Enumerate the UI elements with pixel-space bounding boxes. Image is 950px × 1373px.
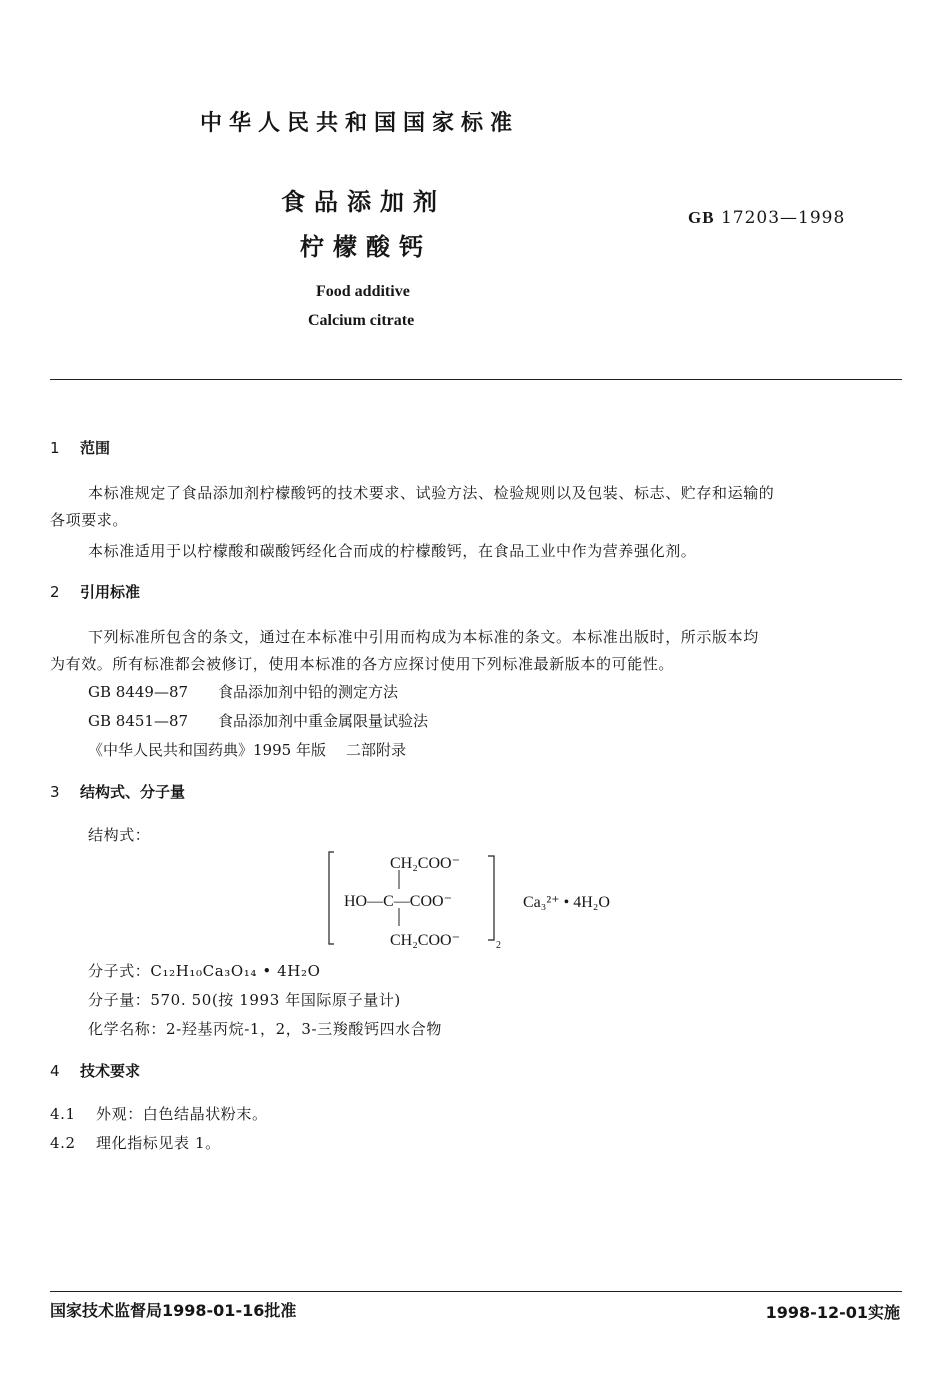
reference-name: 二部附录 <box>345 741 406 759</box>
footer-divider <box>50 1291 902 1292</box>
s2-paragraph-line-1: 下列标准所包含的条文，通过在本标准中引用而构成为本标准的条文。本标准出版时，所示版本均 <box>88 628 759 646</box>
structure-label: 结构式： <box>88 826 151 844</box>
effective-date: 1998-12-01实施 <box>765 1303 900 1322</box>
chemical-name: 化学名称：2-羟基丙烷-1，2，3-三羧酸钙四水合物 <box>88 1020 442 1038</box>
section-3-heading <box>50 781 185 802</box>
reference-code: GB 8449—87 <box>88 683 189 701</box>
reference-item <box>88 739 406 760</box>
clause-number: 4.2 <box>50 1134 76 1152</box>
standard-header: 中华人民共和国国家标准 <box>200 111 520 136</box>
clause-number: 4.1 <box>50 1105 76 1123</box>
gb-prefix: GB <box>688 208 715 227</box>
section-number: 4 <box>50 1062 60 1080</box>
title-en-line1: Food additive <box>316 283 410 300</box>
reference-code: GB 8451—87 <box>88 712 189 730</box>
section-number: 2 <box>50 583 60 601</box>
section-title: 范围 <box>80 439 111 457</box>
formula-top-group: CH₂COO⁻ <box>390 855 461 872</box>
standard-number <box>688 208 845 228</box>
title-divider <box>50 379 902 380</box>
s1-paragraph-2: 本标准适用于以柠檬酸和碳酸钙经化合而成的柠檬酸钙，在食品工业中作为营养强化剂。 <box>88 542 697 560</box>
clause-4-2 <box>50 1132 221 1153</box>
clause-text: 理化指标见表 1。 <box>96 1134 221 1152</box>
clause-text: 外观：白色结晶状粉末。 <box>96 1105 268 1123</box>
reference-item <box>88 710 428 731</box>
approval-date: 国家技术监督局1998-01-16批准 <box>50 1301 297 1320</box>
title-cn-line1: 食品添加剂 <box>281 188 446 216</box>
right-bracket <box>488 856 494 940</box>
molecular-weight: 分子量：570. 50(按 1993 年国际原子量计) <box>88 991 401 1009</box>
title-en-line2: Calcium citrate <box>308 312 415 329</box>
left-bracket <box>329 852 334 944</box>
section-number: 3 <box>50 783 60 801</box>
formula-middle: HO—C—COO⁻ <box>344 893 453 910</box>
section-title: 技术要求 <box>80 1062 141 1080</box>
formula-subscript: 2 <box>496 940 501 951</box>
section-title: 结构式、分子量 <box>80 783 186 801</box>
reference-item <box>88 681 398 702</box>
section-4-heading <box>50 1060 140 1081</box>
reference-name: 食品添加剂中铅的测定方法 <box>218 683 399 701</box>
section-number: 1 <box>50 439 60 457</box>
s1-paragraph-1-line-1: 本标准规定了食品添加剂柠檬酸钙的技术要求、试验方法、检验规则以及包装、标志、贮存和运输的 <box>88 484 775 502</box>
structural-formula <box>320 846 650 954</box>
section-title: 引用标准 <box>80 583 141 601</box>
gb-number: 17203—1998 <box>720 208 846 228</box>
formula-counter-ion: Ca₃²⁺ • 4H₂O <box>523 894 610 911</box>
s1-paragraph-1-line-2: 各项要求。 <box>50 511 129 529</box>
molecular-formula: 分子式：C₁₂H₁₀Ca₃O₁₄ • 4H₂O <box>88 962 321 980</box>
section-1-heading <box>50 437 110 458</box>
reference-name: 食品添加剂中重金属限量试验法 <box>218 712 429 730</box>
title-cn-line2: 柠檬酸钙 <box>300 233 432 261</box>
section-2-heading <box>50 581 140 602</box>
clause-4-1 <box>50 1103 268 1124</box>
s2-paragraph-line-2: 为有效。所有标准都会被修订，使用本标准的各方应探讨使用下列标准最新版本的可能性。 <box>50 655 675 673</box>
formula-bottom-group: CH₂COO⁻ <box>390 932 461 949</box>
reference-code: 《中华人民共和国药典》1995 年版 <box>88 741 326 759</box>
